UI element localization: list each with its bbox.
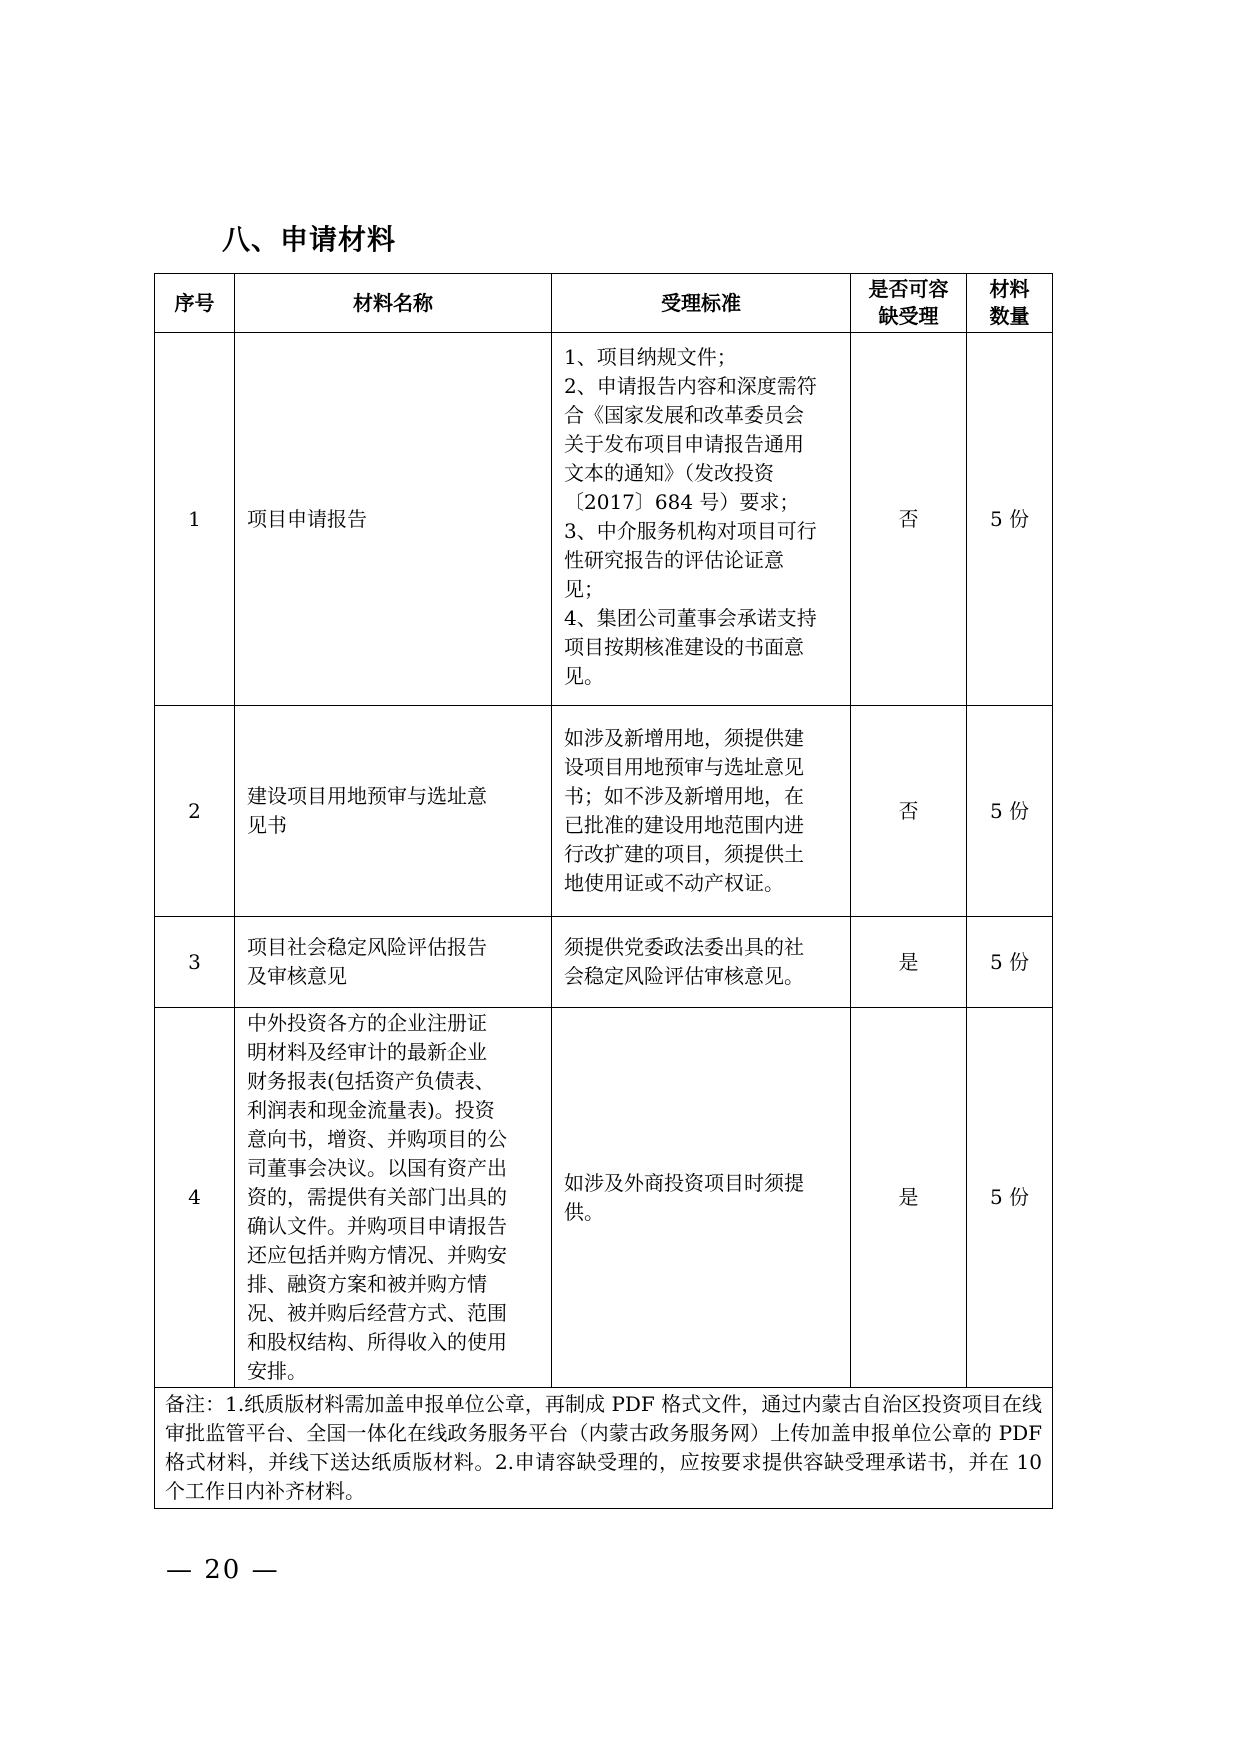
table-row [155, 1008, 1053, 1388]
name-line: 项目社会稳定风险评估报告 [247, 935, 487, 959]
header-no: 序号 [155, 274, 235, 333]
row-standard [552, 706, 851, 917]
standard-line: 已批准的建设用地范围内进 [564, 813, 804, 837]
standard-line: 见； [564, 577, 604, 601]
standard-line: 项目按期核准建设的书面意 [564, 635, 804, 659]
header-optional-line2: 缺受理 [878, 304, 939, 328]
name-line: 安排。 [247, 1359, 307, 1383]
name-line: 见书 [247, 813, 287, 837]
name-line: 况、被并购后经营方式、范围 [247, 1301, 507, 1325]
row-quantity: 5 份 [967, 917, 1053, 1008]
standard-line: 〔2017〕684 号）要求； [564, 490, 800, 514]
standard-line: 合《国家发展和改革委员会 [564, 403, 804, 427]
row-quantity: 5 份 [967, 333, 1053, 706]
standard-line: 如涉及外商投资项目时须提 [564, 1170, 804, 1195]
name-line: 排、融资方案和被并购方情 [247, 1272, 487, 1296]
name-line: 还应包括并购方情况、并购安 [247, 1243, 507, 1267]
header-quantity [967, 274, 1053, 333]
standard-line: 会稳定风险评估审核意见。 [564, 964, 804, 988]
row-standard [552, 333, 851, 706]
row-standard [552, 1008, 851, 1388]
header-standard: 受理标准 [552, 274, 851, 333]
row-name [235, 917, 552, 1008]
table-row [155, 333, 1053, 706]
standard-line: 见。 [564, 664, 604, 688]
name-line: 明材料及经审计的最新企业 [247, 1040, 487, 1064]
row-optional: 是 [851, 917, 967, 1008]
row-name [235, 1008, 552, 1388]
name-line: 确认文件。并购项目申请报告 [247, 1214, 507, 1238]
note-row [155, 1388, 1053, 1509]
name-line: 财务报表(包括资产负债表、 [247, 1069, 495, 1093]
standard-line: 关于发布项目申请报告通用 [564, 432, 804, 456]
row-no: 3 [155, 917, 235, 1008]
standard-line: 2、申请报告内容和深度需符 [564, 374, 817, 398]
header-quantity-line2: 数量 [989, 304, 1030, 328]
table-header-row [155, 274, 1053, 333]
standard-line: 4、集团公司董事会承诺支持 [564, 606, 817, 630]
name-line: 和股权结构、所得收入的使用 [247, 1330, 507, 1354]
table-row [155, 706, 1053, 917]
header-quantity-line1: 材料 [989, 277, 1030, 301]
row-no: 2 [155, 706, 235, 917]
name-line: 中外投资各方的企业注册证 [247, 1011, 487, 1035]
standard-line: 如涉及新增用地，须提供建 [564, 726, 804, 750]
row-standard [552, 917, 851, 1008]
header-optional-line1: 是否可容 [868, 277, 949, 301]
row-optional: 否 [851, 333, 967, 706]
standard-line: 1、项目纳规文件； [564, 345, 737, 369]
row-name [235, 706, 552, 917]
name-line: 建设项目用地预审与选址意 [247, 784, 487, 808]
materials-table [154, 273, 1053, 1509]
section-title: 八、申请材料 [222, 223, 397, 256]
page-number: — 20 — [166, 1555, 280, 1585]
standard-line: 性研究报告的评估论证意 [564, 548, 784, 572]
row-no: 1 [155, 333, 235, 706]
row-quantity: 5 份 [967, 1008, 1053, 1388]
header-optional [851, 274, 967, 333]
standard-line: 书；如不涉及新增用地，在 [564, 784, 804, 808]
table-row [155, 917, 1053, 1008]
standard-line: 行改扩建的项目，须提供土 [564, 842, 804, 866]
name-line: 资的，需提供有关部门出具的 [247, 1185, 507, 1209]
row-optional: 否 [851, 706, 967, 917]
standard-line: 文本的通知》（发改投资 [564, 461, 774, 485]
standard-line: 地使用证或不动产权证。 [564, 871, 784, 895]
name-line: 及审核意见 [247, 964, 347, 988]
standard-line: 3、中介服务机构对项目可行 [564, 519, 817, 543]
header-name: 材料名称 [235, 274, 552, 333]
name-line: 意向书，增资、并购项目的公 [247, 1127, 507, 1151]
standard-line: 供。 [564, 1199, 604, 1224]
standard-line: 须提供党委政法委出具的社 [564, 935, 804, 959]
row-no: 4 [155, 1008, 235, 1388]
name-line: 利润表和现金流量表)。投资 [247, 1098, 495, 1122]
standard-line: 设项目用地预审与选址意见 [564, 755, 804, 779]
row-optional: 是 [851, 1008, 967, 1388]
row-quantity: 5 份 [967, 706, 1053, 917]
name-line: 司董事会决议。以国有资产出 [247, 1156, 507, 1180]
note-text: 备注：1.纸质版材料需加盖申报单位公章，再制成 PDF 格式文件，通过内蒙古自治区投资项目在线审批监管平台、全国一体化在线政务服务平台（内蒙古政务服务网）上传加盖申报单位公章的 PDF 格式材料，并线下送达纸质版材料。2.申请容缺受理的，应按要求提供容缺受理承诺书，并在 10 个工作日内补齐材料。 [155, 1388, 1053, 1509]
row-name: 项目申请报告 [235, 333, 552, 706]
